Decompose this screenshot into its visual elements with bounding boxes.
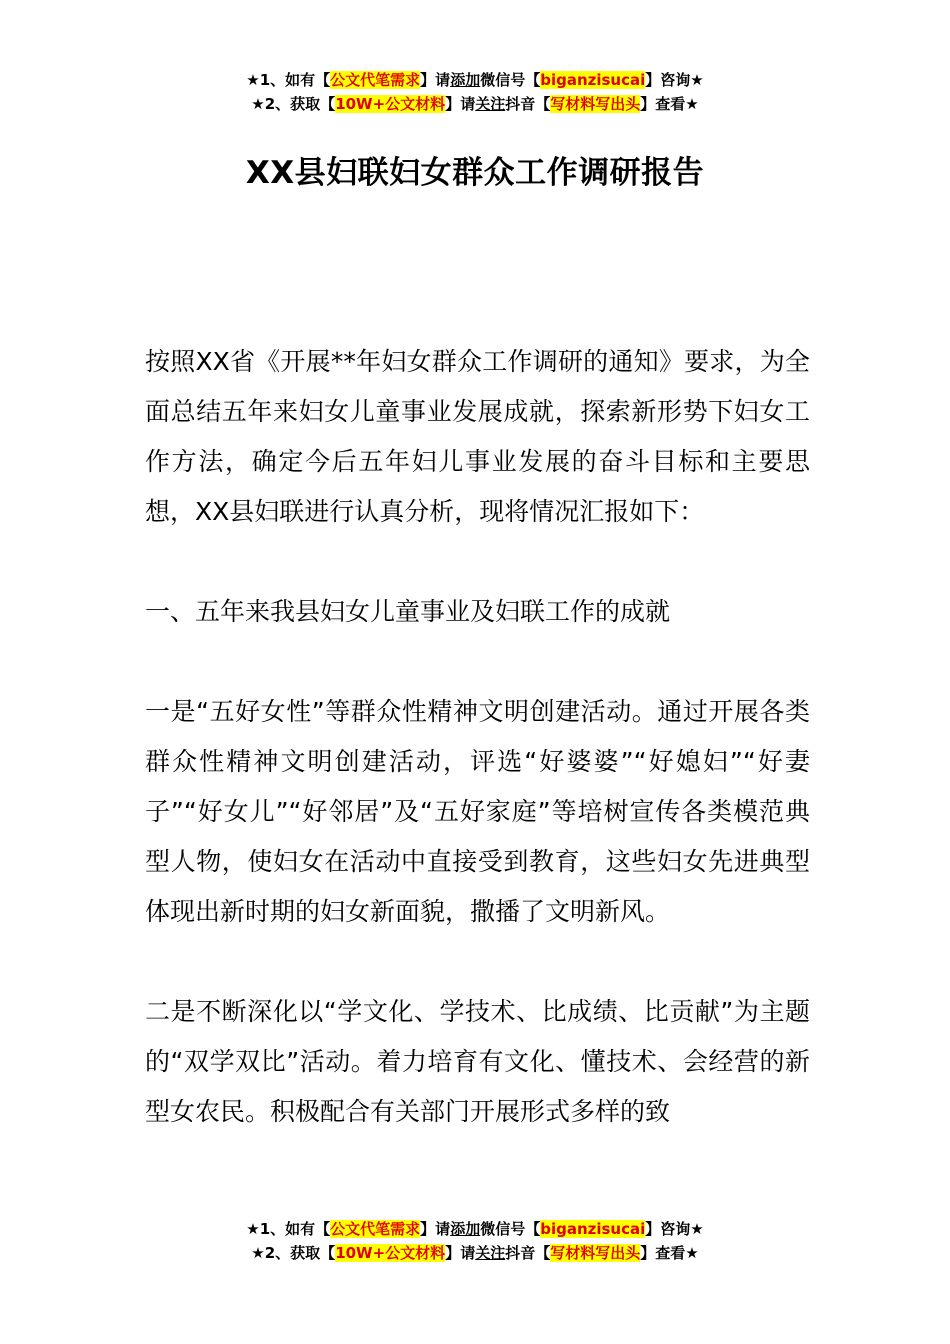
promo-text: 微信号【 (480, 71, 541, 89)
promo-highlight: 10W+公文材料 (335, 1244, 446, 1262)
promo-text: 】请 (445, 95, 476, 113)
document-body (145, 337, 810, 1137)
promo-underlined: 添加 (450, 71, 481, 89)
promo-highlight: 写材料写出头 (550, 1244, 641, 1262)
promo-highlight: biganzisucai (540, 1220, 646, 1238)
promo-text: ★1、如有【 (246, 1220, 331, 1238)
promo-text: 】请 (445, 1244, 476, 1262)
promo-highlight: 公文代笔需求 (330, 71, 421, 89)
promo-text: ★1、如有【 (246, 71, 331, 89)
promo-text: 】查看★ (640, 95, 699, 113)
promo-text: 】咨询★ (645, 1220, 704, 1238)
promo-text: 抖音【 (505, 95, 551, 113)
promo-text: 微信号【 (480, 1220, 541, 1238)
promo-footer (0, 1217, 950, 1265)
paragraph-point-1: 一是“五好女性”等群众性精神文明创建活动。通过开展各类群众性精神文明创建活动，评选“好婆婆”“好媳妇”“好妻子”“好女儿”“好邻居”及“五好家庭”等培树宣传各类模范典型人物，使妇女在活动中直接受到教育，这些妇女先进典型体现出新时期的妇女新面貌，撒播了文明新风。 (145, 697, 810, 926)
promo-text: 抖音【 (505, 1244, 551, 1262)
promo-header (0, 68, 950, 116)
promo-text: ★2、获取【 (251, 1244, 336, 1262)
promo-underlined: 关注 (475, 1244, 506, 1262)
promo-text: ★2、获取【 (251, 95, 336, 113)
promo-highlight: 公文代笔需求 (330, 1220, 421, 1238)
promo-underlined: 添加 (450, 1220, 481, 1238)
document-title: XX县妇联妇女群众工作调研报告 (245, 155, 705, 191)
promo-line-2 (0, 1241, 950, 1265)
promo-highlight: 10W+公文材料 (335, 95, 446, 113)
promo-line-2 (0, 92, 950, 116)
paragraph-intro: 按照XX省《开展**年妇女群众工作调研的通知》要求，为全面总结五年来妇女儿童事业发展成就，探索新形势下妇女工作方法，确定今后五年妇儿事业发展的奋斗目标和主要思想，XX县妇联进行认真分析，现将情况汇报如下： (145, 347, 810, 526)
promo-text: 】请 (420, 1220, 451, 1238)
promo-line-1 (0, 1217, 950, 1241)
promo-text: 】咨询★ (645, 71, 704, 89)
promo-highlight: biganzisucai (540, 71, 646, 89)
promo-underlined: 关注 (475, 95, 506, 113)
paragraph-point-2: 二是不断深化以“学文化、学技术、比成绩、比贡献”为主题的“双学双比”活动。着力培育有文化、懂技术、会经营的新型女农民。积极配合有关部门开展形式多样的致 (145, 997, 810, 1126)
promo-highlight: 写材料写出头 (550, 95, 641, 113)
promo-text: 】查看★ (640, 1244, 699, 1262)
promo-text: 】请 (420, 71, 451, 89)
section-heading: 一、五年来我县妇女儿童事业及妇联工作的成就 (145, 597, 671, 626)
promo-line-1 (0, 68, 950, 92)
